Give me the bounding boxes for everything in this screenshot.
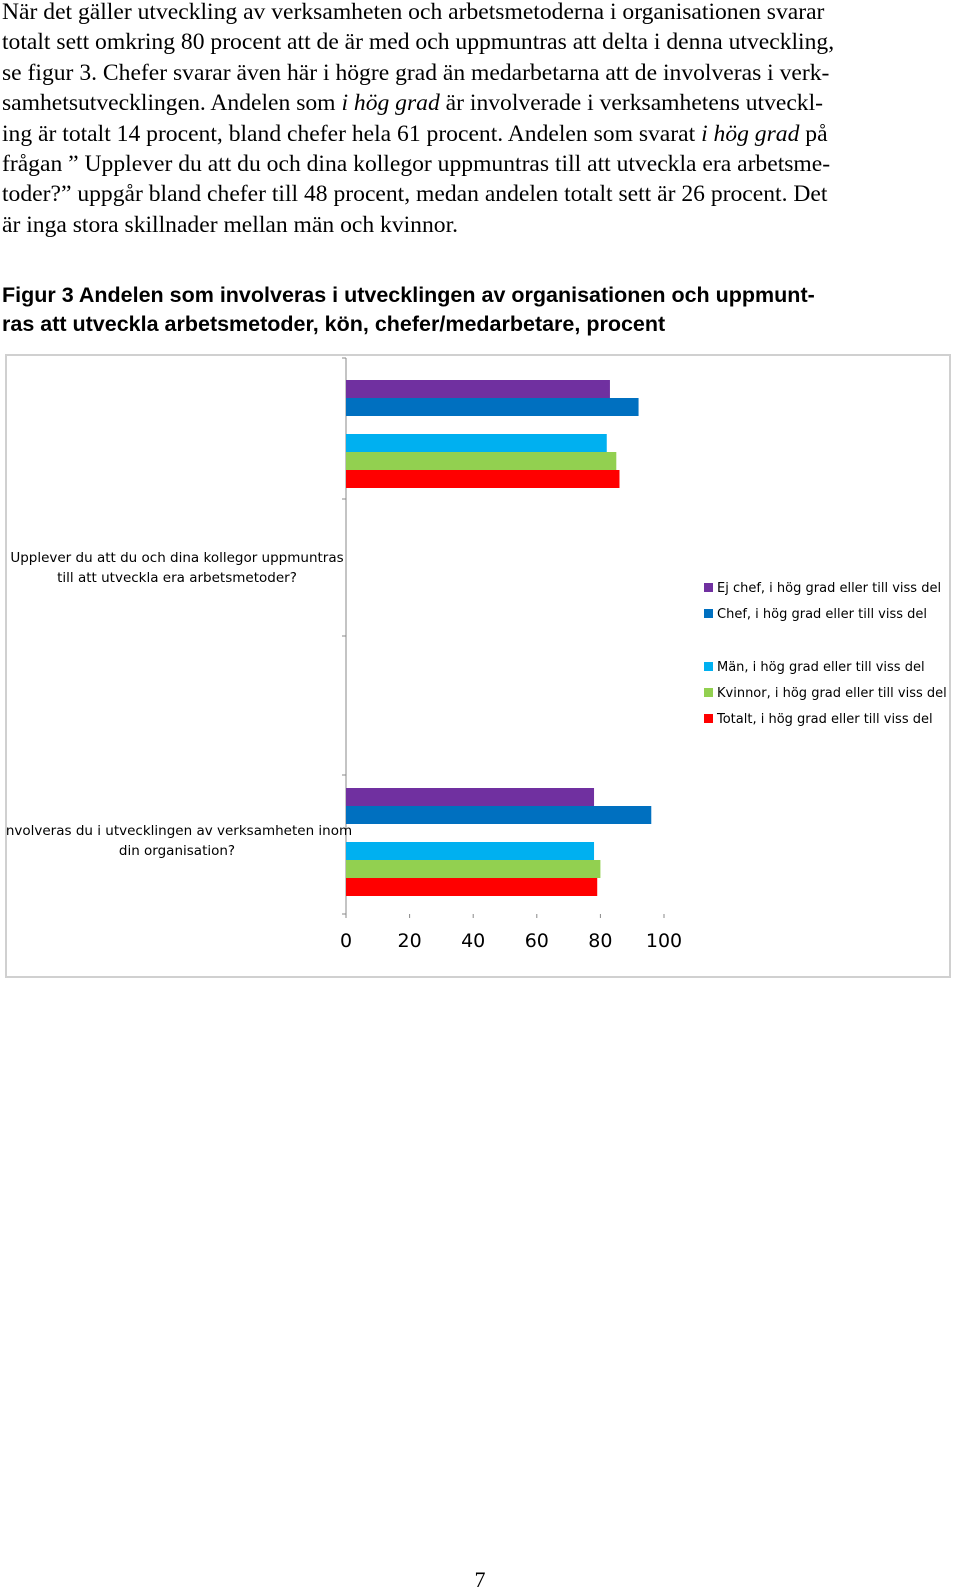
x-tick-label: 80 (588, 930, 613, 952)
paragraph-line: är inga stora skillnader mellan män och kvinnor. (2, 211, 459, 238)
x-tick-label: 0 (339, 930, 353, 952)
bar (346, 380, 610, 398)
legend-swatch (704, 583, 713, 592)
paragraph-text: samhetsutvecklingen. Andelen som (2, 90, 342, 117)
page-number: 7 (474, 1567, 486, 1592)
paragraph-line: När det gäller utveckling av verksamheten och arbetsmetoderna i organisationen svarar (2, 0, 825, 25)
paragraph-emphasis: i hög grad (701, 120, 800, 147)
bar (346, 398, 639, 416)
paragraph-emphasis: i hög grad (341, 90, 440, 117)
paragraph-line: se figur 3. Chefer svarar även här i högre grad än medarbetarna att de involveras i verk- (2, 59, 830, 86)
bar (346, 860, 600, 878)
legend-swatch (704, 609, 713, 618)
category-label: Involveras du i utvecklingen av verksamheten inom (7, 823, 353, 839)
caption-line: Figur 3 Andelen som involveras i utvecklingen av organisationen och uppmunt- (2, 283, 815, 307)
caption-line: ras att utveckla arbetsmetoder, kön, chefer/medarbetare, procent (2, 312, 666, 336)
bar (346, 452, 616, 470)
paragraph-line: toder?” uppgår bland chefer till 48 procent, medan andelen totalt sett är 26 procent. Det (2, 181, 828, 208)
bar-chart (7, 356, 949, 976)
bar (346, 842, 594, 860)
legend-swatch (704, 714, 713, 723)
paragraph-line (2, 88, 952, 118)
paragraph-text: ing är totalt 14 procent, bland chefer hela 61 procent. Andelen som svarat (2, 120, 702, 147)
bar (346, 470, 619, 488)
category-label: din organisation? (118, 843, 236, 859)
bar (346, 788, 594, 806)
legend-label: Kvinnor, i hög grad eller till viss del (717, 686, 947, 701)
legend-swatch (704, 662, 713, 671)
paragraph-text: är involverade i verksamhetens utveckl- (439, 90, 824, 117)
body-paragraph (2, 0, 952, 240)
legend-label: Totalt, i hög grad eller till viss del (717, 712, 933, 727)
category-label: Upplever du att du och dina kollegor uppmuntras (10, 550, 344, 566)
paragraph-line: frågan ” Upplever du att du och dina kollegor uppmuntras till att utveckla era arbetsme- (2, 151, 831, 178)
x-tick-label: 20 (397, 930, 422, 952)
paragraph-line: totalt sett omkring 80 procent att de är med och uppmuntras att delta i denna utveckling, (2, 29, 835, 56)
x-tick-label: 40 (461, 930, 486, 952)
legend-label: Män, i hög grad eller till viss del (717, 660, 925, 675)
legend-label: Chef, i hög grad eller till viss del (717, 607, 928, 622)
x-tick-label: 100 (645, 930, 683, 952)
category-label: till att utveckla era arbetsmetoder? (57, 570, 297, 586)
bar (346, 878, 597, 896)
bar (346, 806, 651, 824)
bar (346, 434, 607, 452)
legend-label: Ej chef, i hög grad eller till viss del (717, 581, 942, 596)
chart-frame (5, 354, 951, 978)
paragraph-text: på (799, 120, 828, 147)
legend-swatch (704, 688, 713, 697)
paragraph-line (2, 119, 952, 149)
figure-caption (2, 281, 952, 339)
x-tick-label: 60 (524, 930, 549, 952)
